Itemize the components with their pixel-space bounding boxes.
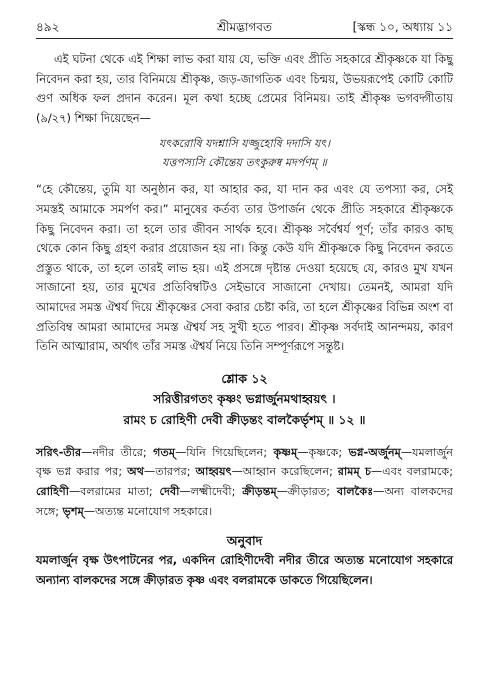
synonym-meaning: —যিনি গিয়েছিলেন; — [175, 445, 274, 459]
synonym-term: দেবী — [159, 484, 180, 498]
header-rule — [36, 38, 453, 39]
page-header — [36, 18, 453, 36]
page-body — [36, 50, 453, 590]
synonym-meaning: —অত্যন্ত মনোযোগ সহকারে। — [83, 504, 213, 518]
synonym-term: ভগ্ন-অর্জুনম্ — [348, 445, 401, 459]
section-reference: [স্কন্ধ ১০, অধ্যায় ১১ — [352, 20, 453, 34]
synonyms — [36, 443, 453, 521]
translation-heading: অনুবাদ — [226, 533, 263, 549]
synonym-meaning: —নদীর তীরে; — [81, 445, 154, 459]
quote-line-2: যত্তপস্যসি কৌন্তেয় তৎকুরুষ্ব মদর্পণম্ ॥ — [162, 156, 327, 170]
gita-quote — [36, 134, 453, 172]
synonym-meaning: —অন্য বালকদের সঙ্গে; — [36, 484, 453, 518]
synonym-term: ভৃশম্ — [62, 504, 84, 518]
synonym-term: সরিৎ-তীর — [36, 445, 82, 459]
book-title: শ্রীমদ্ভাগবত — [216, 20, 272, 34]
synonym-meaning: —যমলার্জুন বৃক্ষ ভগ্ন করার পর; — [36, 445, 453, 479]
sloka-line-1: সরিত্তীরগতং কৃষ্ণং ভগ্নার্জুনমথাহ্বয়ৎ । — [153, 391, 336, 406]
synonym-term: আহ্বয়ৎ — [195, 465, 232, 479]
translation-text: যমলার্জুন বৃক্ষ উৎপাটনের পর, একদিন রোহিণীদেবী নদীর তীরে অত্যন্ত মনোযোগ সহকারে অন্যান্য বালকদের সঙ্গে ক্রীড়ারত কৃষ্ণ এবং বলরামকে ডাকতে গিয়েছিলেন। — [36, 553, 453, 587]
synonym-term: কৃষ্ণম্ — [273, 445, 298, 459]
synonym-term: অথ — [127, 465, 145, 479]
synonym-meaning: —আহ্বান করেছিলেন; — [231, 465, 338, 479]
synonym-term: ক্রীড়ন্তম্ — [242, 484, 277, 498]
synonym-meaning: —লক্ষ্মীদেবী; — [179, 484, 243, 498]
quote-line-1: যৎকরোষি যদশ্নাসি যজ্জুহোষি দদাসি যৎ। — [158, 137, 331, 151]
synonym-meaning: —তারপর; — [144, 465, 196, 479]
purport-paragraph-1: এই ঘটনা থেকে এই শিক্ষা লাভ করা যায় যে, ভক্তি এবং প্রীতি সহকারে শ্রীকৃষ্ণকে যা কিছু নিবেদন করা হয়, তার বিনিময়ে শ্রীকৃষ্ণ, জড়-জাগতিক এবং চিন্ময়, উভয়রূপেই কোটি কোটি গুণ অধিক ফল প্রদান করেন। মূল কথা হচ্ছে প্রেমের বিনিময়। তাই শ্রীকৃষ্ণ ভগবদ্গীতায় (৯/২৭) শিক্ষা দিয়েছেন— — [36, 52, 453, 125]
purport-paragraph-2: “হে কৌন্তেয়, তুমি যা অনুষ্ঠান কর, যা আহার কর, যা দান কর এবং যে তপস্যা কর, সেই সমস্তই আমাকে সমর্পণ কর।” মানুষের কর্তব্য তার উপার্জন থেকে প্রীতি সহকারে শ্রীকৃষ্ণকে কিছু নিবেদন করা। তা হলে তার জীবন সার্থক হবে। শ্রীকৃষ্ণ সর্বৈশ্বর্য পূর্ণ; তাঁর কারও কাছ থেকে কোন কিছু গ্রহণ করার প্রয়োজন হয় না। কিন্তু কেউ যদি শ্রীকৃষ্ণকে কিছু নিবেদন করতে প্রস্তুত থাকে, তা হলে তারই লাভ হয়। এই প্রসঙ্গে দৃষ্টান্ত দেওয়া হয়েছে যে, কারও মুখ যখন সাজানো হয়, তার মুখের প্রতিবিম্বটিও সেইভাবে সাজানো দেখায়। তেমনই, আমরা যদি আমাদের সমস্ত ঐশ্বর্য দিয়ে শ্রীকৃষ্ণের সেবা করার চেষ্টা করি, তা হলে শ্রীকৃষ্ণের বিভিন্ন অংশ বা প্রতিবিম্ব আমরা আমাদের সমস্ত ঐশ্বর্য সহ সুখী হতে পারব। শ্রীকৃষ্ণ সর্বদাই আনন্দময়, কারণ তিনি আত্মারাম, অর্থাৎ তাঁর সমস্ত ঐশ্বর্য নিয়ে তিনি সম্পূর্ণরূপে সন্তুষ্ট। — [36, 182, 453, 354]
sloka-line-2: রামং চ রোহিণী দেবী ক্রীড়ন্তং বালকৈর্ভৃশম্ ॥ ১২ ॥ — [123, 412, 366, 427]
synonym-term: রোহিণী — [36, 484, 69, 498]
synonym-term: বালকৈঃ — [336, 484, 374, 498]
synonym-meaning: —বলরামের মাতা; — [68, 484, 160, 498]
synonym-term: গতম্ — [153, 445, 176, 459]
synonym-term: রামম্ চ — [337, 465, 372, 479]
sloka-heading: শ্লোক ১২ — [221, 370, 268, 386]
page-number: ৪৯২ — [36, 20, 60, 34]
synonym-meaning: —ক্রীড়ারত; — [276, 484, 337, 498]
synonym-meaning: —এবং বলরামকে; — [371, 465, 454, 479]
synonym-meaning: —কৃষ্ণকে; — [297, 445, 349, 459]
